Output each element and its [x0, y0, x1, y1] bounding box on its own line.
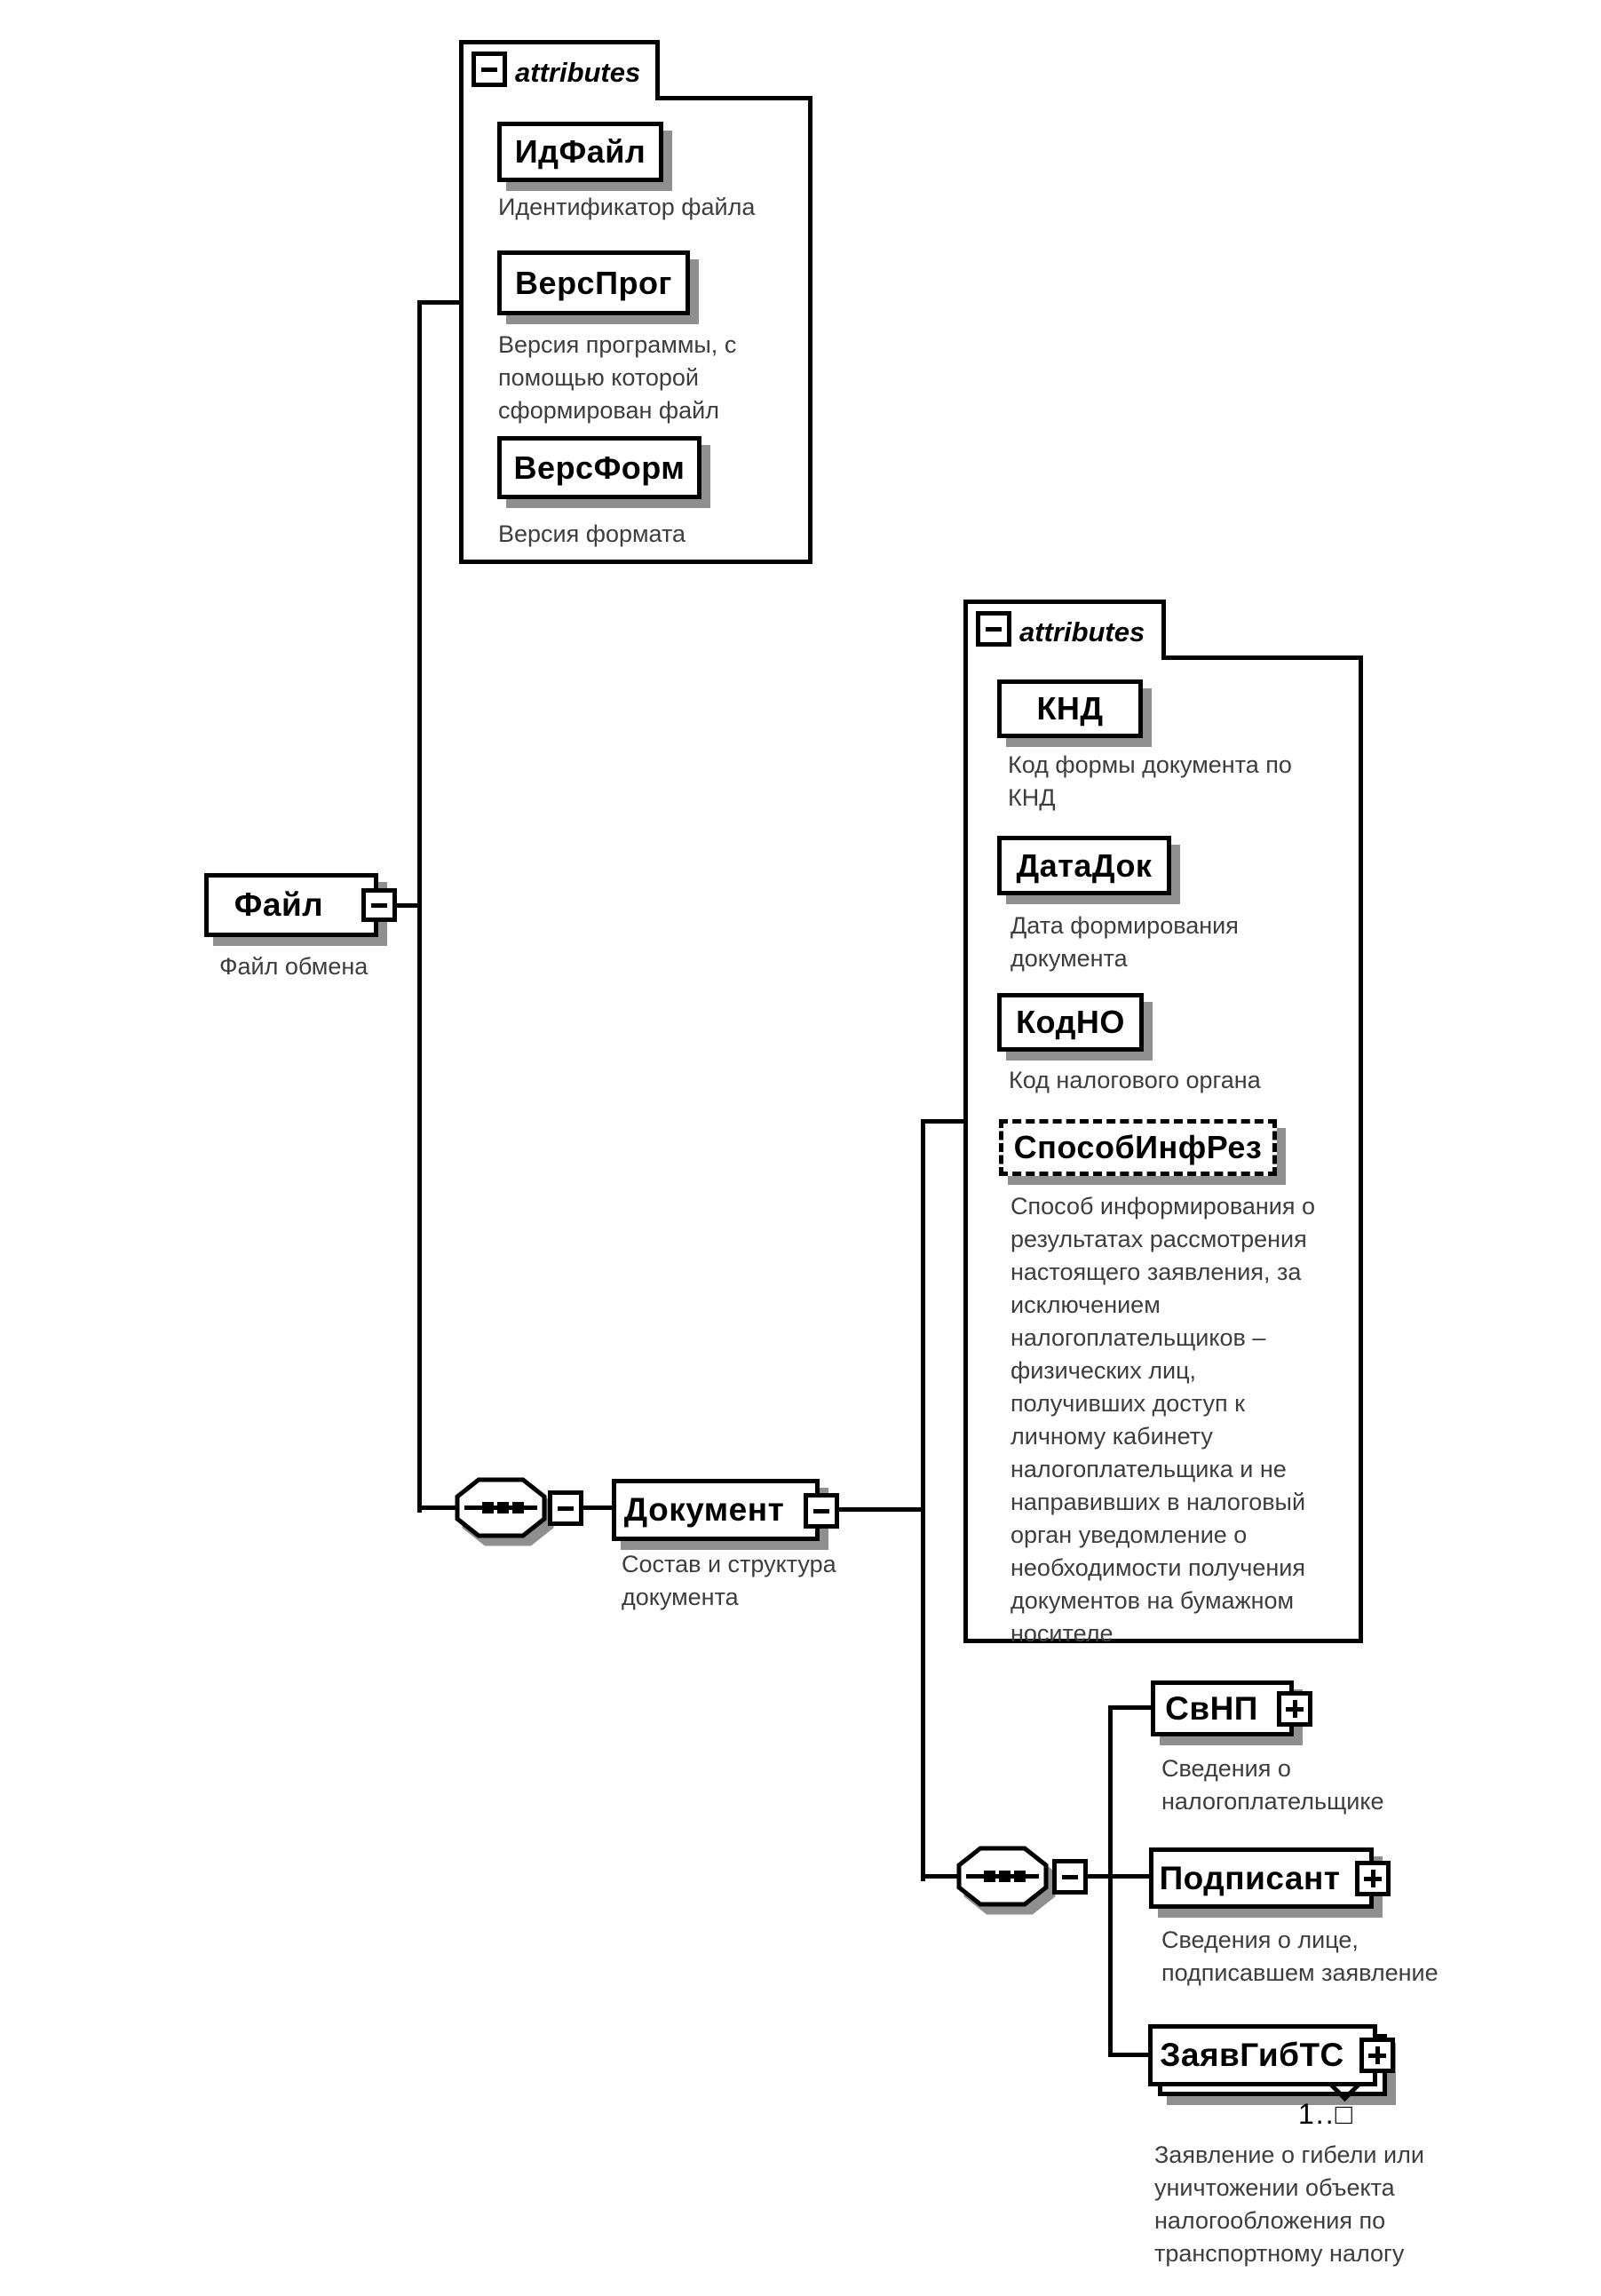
element-podpisant-annotation: Сведения о лице, подписавшем заявление: [1161, 1927, 1439, 1986]
collapse-toggle[interactable]: [976, 611, 1011, 647]
connector-line: [417, 300, 459, 305]
attr-sposobinfrez-label: СпособИнфРез: [1013, 1129, 1263, 1165]
connector-line: [580, 1506, 612, 1510]
attr-kodno-annotation: Код налогового органа: [1009, 1067, 1261, 1093]
attr-versform-label: ВерсФорм: [513, 449, 686, 486]
collapse-toggle[interactable]: [804, 1493, 839, 1529]
attr-sposobinfrez[interactable]: [999, 1119, 1277, 1176]
attr-idfail-label: ИдФайл: [514, 133, 646, 170]
container-border: [655, 96, 812, 100]
attributes-header-label: attributes: [515, 56, 641, 88]
element-svnp-label: СвНП: [1165, 1689, 1258, 1727]
attr-sposobinfrez-annotation: Способ информирования о результатах рассмотрения настоящего заявления, за исключением налогоплательщиков – физических лиц, получивших доступ к личному кабинету налогоплательщика и не направивших в налоговый орган уведомление о необходимости получения документов на бумажном носителе: [1011, 1193, 1316, 1647]
element-svnp-annotation: Сведения о налогоплательщике: [1161, 1755, 1384, 1815]
plus-icon: [1364, 1870, 1382, 1887]
connector-line: [837, 1507, 921, 1512]
connector-line: [921, 1119, 963, 1124]
sequence-icon[interactable]: [954, 1846, 1056, 1919]
attr-knd[interactable]: [997, 679, 1143, 738]
occurrence-label: 1..□: [1298, 2098, 1354, 2130]
attr-versprog-annotation: Версия программы, с помощью которой сформирован файл: [498, 331, 737, 424]
collapse-toggle[interactable]: [548, 1490, 583, 1526]
collapse-toggle[interactable]: [361, 888, 397, 922]
minus-icon: [813, 1509, 829, 1513]
element-podpisant-label: Подписант: [1159, 1859, 1341, 1896]
attr-knd-annotation: Код формы документа по КНД: [1008, 751, 1292, 811]
expand-toggle[interactable]: [1359, 2038, 1395, 2073]
element-dokument[interactable]: [612, 1479, 820, 1541]
connector-line: [1084, 1874, 1149, 1879]
attr-idfail[interactable]: [497, 122, 663, 182]
minus-icon: [558, 1506, 574, 1511]
minus-icon: [371, 903, 387, 908]
minus-icon: [481, 68, 497, 72]
connector-line: [921, 1120, 925, 1881]
minus-icon: [986, 627, 1002, 632]
plus-icon: [1368, 2046, 1386, 2064]
connector-line: [1108, 1705, 1151, 1710]
plus-icon: [1286, 1700, 1304, 1718]
expand-toggle[interactable]: [1277, 1691, 1312, 1727]
connector-line: [397, 903, 417, 908]
connector-line: [1108, 1705, 1113, 2057]
element-fail-label: Файл: [234, 886, 324, 923]
attr-versform-annotation: Версия формата: [498, 520, 686, 547]
container-border: [1161, 655, 1363, 660]
attr-knd-label: КНД: [1036, 690, 1104, 727]
element-dokument-annotation: Состав и структура документа: [622, 1551, 836, 1610]
attr-datadok[interactable]: [997, 836, 1171, 895]
attr-kodno[interactable]: [997, 993, 1144, 1052]
connector-line: [1108, 2053, 1148, 2057]
element-dokument-label: Документ: [623, 1491, 785, 1528]
element-fail[interactable]: [204, 873, 378, 937]
attr-versform[interactable]: [497, 436, 701, 499]
attr-idfail-annotation: Идентификатор файла: [498, 194, 756, 220]
connector-line: [417, 300, 422, 1513]
sequence-icon[interactable]: [452, 1477, 554, 1550]
attributes-header-label: attributes: [1019, 616, 1145, 647]
element-fail-annotation: Файл обмена: [219, 953, 369, 980]
attr-datadok-label: ДатаДок: [1016, 846, 1153, 884]
element-podpisant[interactable]: [1149, 1847, 1374, 1909]
element-zayavgibts-label: ЗаявГибТС: [1160, 2037, 1344, 2073]
element-zayavgibts-annotation: Заявление о гибели или уничтожении объекта налогообложения по транспортному налогу: [1154, 2141, 1424, 2267]
element-svnp[interactable]: [1151, 1680, 1294, 1736]
expand-toggle[interactable]: [1355, 1861, 1391, 1896]
attr-versprog-label: ВерсПрог: [515, 264, 672, 301]
collapse-toggle[interactable]: [472, 52, 507, 87]
attr-versprog[interactable]: [497, 250, 690, 315]
attr-kodno-label: КодНО: [1016, 1004, 1125, 1040]
collapse-toggle[interactable]: [1052, 1859, 1088, 1895]
attr-datadok-annotation: Дата формирования документа: [1011, 912, 1239, 972]
minus-icon: [1062, 1875, 1078, 1879]
